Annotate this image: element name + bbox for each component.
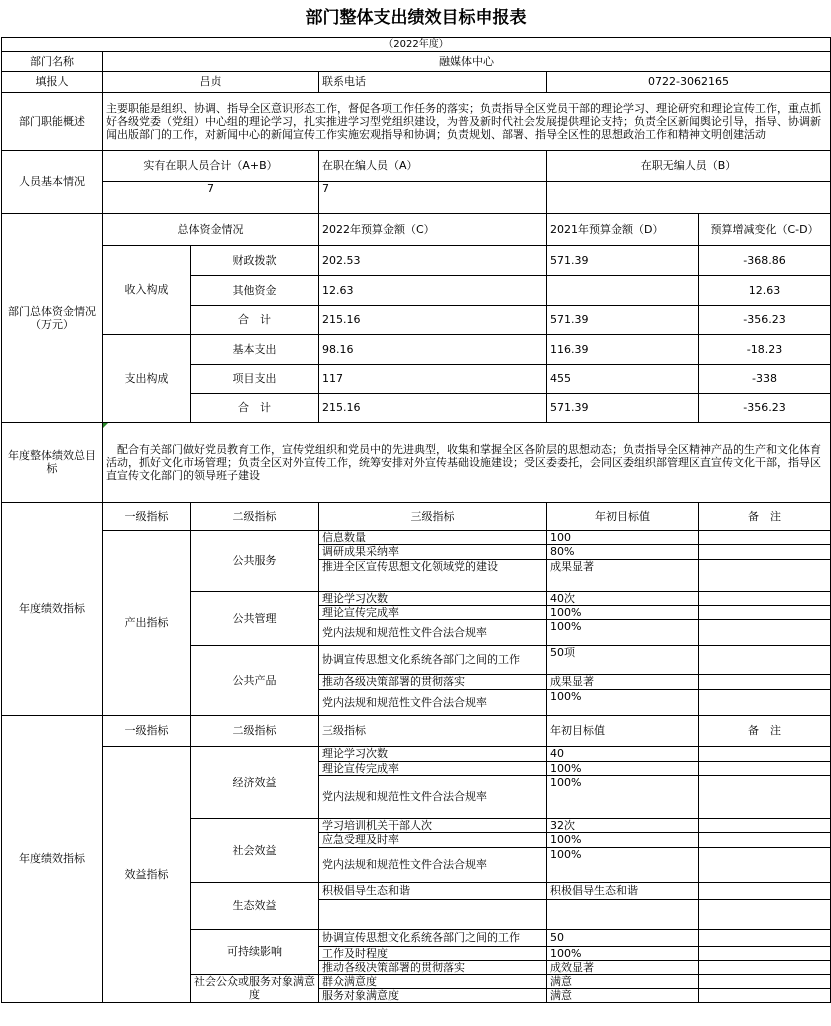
kpi2-label: 年度绩效指标 bbox=[2, 715, 103, 1002]
kpi2-h4: 年初目标值 bbox=[547, 715, 699, 746]
kpi2-item-note bbox=[699, 960, 831, 974]
kpi1-item-note bbox=[699, 605, 831, 619]
income-row-c: 202.53 bbox=[319, 245, 547, 275]
kpi2-h5: 备 注 bbox=[699, 715, 831, 746]
income-row-d: 571.39 bbox=[547, 305, 699, 334]
expense-row-name: 合 计 bbox=[191, 393, 319, 422]
performance-form-table bbox=[1, 0, 831, 1003]
kpi1-item-name: 推动各级决策部署的贯彻落实 bbox=[319, 674, 547, 689]
income-row-c: 215.16 bbox=[319, 305, 547, 334]
kpi2-item-name: 应急受理及时率 bbox=[319, 832, 547, 847]
contact-label: 联系电话 bbox=[319, 71, 547, 92]
goal-label: 年度整体绩效总目标 bbox=[2, 422, 103, 502]
kpi2-group: 经济效益 bbox=[191, 746, 319, 818]
kpi1-item-note bbox=[699, 544, 831, 559]
kpi2-group: 社会公众或服务对象满意度 bbox=[191, 974, 319, 1002]
expense-row-d: 116.39 bbox=[547, 334, 699, 364]
form-title: 部门整体支出绩效目标申报表 bbox=[2, 0, 831, 37]
income-row-name: 其他资金 bbox=[191, 275, 319, 305]
kpi2-item-target: 满意 bbox=[547, 974, 699, 988]
contact-value: 0722-3062165 bbox=[547, 71, 831, 92]
kpi1-item-target: 100% bbox=[547, 689, 699, 715]
expense-label: 支出构成 bbox=[103, 334, 191, 422]
kpi2-item-name: 协调宣传思想文化系统各部门之间的工作 bbox=[319, 929, 547, 946]
staff-a-header: 在职在编人员（A） bbox=[319, 150, 547, 181]
kpi2-h2: 二级指标 bbox=[191, 715, 319, 746]
kpi1-h2: 二级指标 bbox=[191, 502, 319, 530]
form-year: （2022年度） bbox=[2, 37, 831, 51]
kpi2-item-note bbox=[699, 832, 831, 847]
expense-row-cd: -18.23 bbox=[699, 334, 831, 364]
kpi1-group: 公共服务 bbox=[191, 530, 319, 591]
dept-name-label: 部门名称 bbox=[2, 51, 103, 71]
funds-cd-header: 预算增减变化（C-D） bbox=[699, 213, 831, 245]
kpi1-h4: 年初目标值 bbox=[547, 502, 699, 530]
staff-label: 人员基本情况 bbox=[2, 150, 103, 213]
kpi2-item-name: 党内法规和规范性文件合法合规率 bbox=[319, 775, 547, 818]
kpi1-item-name: 推进全区宣传思想文化领域党的建设 bbox=[319, 559, 547, 591]
income-row-cd: -356.23 bbox=[699, 305, 831, 334]
goal-text: 配合有关部门做好党员教育工作，宣传党组织和党员中的先进典型，收集和掌握全区各阶层的思想动态；负责指导全区精神产品的生产和文化体育活动，抓好文化市场管理；负责全区对外宣传工作，统筹安排对外宣传基础设施建设；受区委委托，会同区委组织部管理区直宣传文化干部，指导区直宣传文化部门的领导班子建设 bbox=[103, 422, 831, 502]
staff-a-value: 7 bbox=[319, 181, 547, 213]
income-row-cd: -368.86 bbox=[699, 245, 831, 275]
kpi2-item-note bbox=[699, 847, 831, 882]
kpi2-item-target: 满意 bbox=[547, 988, 699, 1002]
kpi2-item-note bbox=[699, 746, 831, 761]
kpi2-item-name: 推动各级决策部署的贯彻落实 bbox=[319, 960, 547, 974]
kpi2-item-target: 100% bbox=[547, 832, 699, 847]
income-row-cd: 12.63 bbox=[699, 275, 831, 305]
kpi1-level1: 产出指标 bbox=[103, 530, 191, 715]
income-row-name: 合 计 bbox=[191, 305, 319, 334]
duty-text: 主要职能是组织、协调、指导全区意识形态工作，督促各项工作任务的落实；负责指导全区党员干部的理论学习、理论研究和理论宣传工作，重点抓好各级党委（党组）中心组的理论学习，扎实推进学习型党组织建设，为普及新时代社会发展提供理论支持；负责全区新闻舆论引导，指导、协调新闻出版部门的工作，对新闻中心的新闻宣传工作实施宏观指导和协调；负责规划、部署、指导全区性的思想政治工作和精神文明创建活动 bbox=[103, 92, 831, 150]
kpi2-item-name: 服务对象满意度 bbox=[319, 988, 547, 1002]
expense-row-d: 571.39 bbox=[547, 393, 699, 422]
kpi1-item-name: 党内法规和规范性文件合法合规率 bbox=[319, 619, 547, 645]
kpi1-h1: 一级指标 bbox=[103, 502, 191, 530]
kpi1-item-note bbox=[699, 674, 831, 689]
staff-b-header: 在职无编人员（B） bbox=[547, 150, 831, 181]
kpi1-item-note bbox=[699, 591, 831, 605]
kpi2-item-note bbox=[699, 929, 831, 946]
kpi2-item-note bbox=[699, 946, 831, 960]
kpi2-item-target: 成效显著 bbox=[547, 960, 699, 974]
expense-row-d: 455 bbox=[547, 364, 699, 393]
kpi1-item-target: 50项 bbox=[547, 645, 699, 674]
kpi2-item-name: 积极倡导生态和谐 bbox=[319, 882, 547, 899]
kpi1-h3: 三级指标 bbox=[319, 502, 547, 530]
kpi2-item-target bbox=[547, 899, 699, 929]
kpi1-item-note bbox=[699, 530, 831, 544]
kpi2-item-name: 理论宣传完成率 bbox=[319, 761, 547, 775]
kpi2-item-note bbox=[699, 974, 831, 988]
kpi2-group: 社会效益 bbox=[191, 818, 319, 882]
kpi2-item-note bbox=[699, 761, 831, 775]
kpi1-item-note bbox=[699, 645, 831, 674]
kpi1-item-target: 成果显著 bbox=[547, 559, 699, 591]
kpi2-item-name: 学习培训机关干部人次 bbox=[319, 818, 547, 832]
kpi2-group: 可持续影响 bbox=[191, 929, 319, 974]
kpi1-item-target: 100% bbox=[547, 605, 699, 619]
kpi2-h3: 三级指标 bbox=[319, 715, 547, 746]
kpi2-item-target: 100% bbox=[547, 847, 699, 882]
kpi2-item-target: 100% bbox=[547, 761, 699, 775]
staff-total-value: 7 bbox=[103, 181, 319, 213]
expense-row-cd: -338 bbox=[699, 364, 831, 393]
kpi1-item-target: 成果显著 bbox=[547, 674, 699, 689]
kpi1-item-target: 80% bbox=[547, 544, 699, 559]
kpi1-item-note bbox=[699, 559, 831, 591]
income-row-d bbox=[547, 275, 699, 305]
kpi2-item-target: 50 bbox=[547, 929, 699, 946]
funds-d-header: 2021年预算金额（D） bbox=[547, 213, 699, 245]
kpi1-group: 公共管理 bbox=[191, 591, 319, 645]
kpi2-item-note bbox=[699, 775, 831, 818]
kpi2-item-target: 100% bbox=[547, 946, 699, 960]
kpi1-item-name: 信息数量 bbox=[319, 530, 547, 544]
expense-row-c: 117 bbox=[319, 364, 547, 393]
kpi1-item-note bbox=[699, 689, 831, 715]
expense-row-cd: -356.23 bbox=[699, 393, 831, 422]
kpi2-item-name: 工作及时程度 bbox=[319, 946, 547, 960]
kpi2-item-note bbox=[699, 818, 831, 832]
expense-row-c: 215.16 bbox=[319, 393, 547, 422]
kpi1-item-name: 调研成果采纳率 bbox=[319, 544, 547, 559]
kpi2-level1: 效益指标 bbox=[103, 746, 191, 1002]
kpi1-label: 年度绩效指标 bbox=[2, 502, 103, 715]
kpi1-item-name: 理论宣传完成率 bbox=[319, 605, 547, 619]
kpi1-item-target: 40次 bbox=[547, 591, 699, 605]
duty-label: 部门职能概述 bbox=[2, 92, 103, 150]
kpi1-item-note bbox=[699, 619, 831, 645]
funds-overall-header: 总体资金情况 bbox=[103, 213, 319, 245]
kpi2-item-name: 党内法规和规范性文件合法合规率 bbox=[319, 847, 547, 882]
kpi1-item-target: 100% bbox=[547, 619, 699, 645]
dept-name-value: 融媒体中心 bbox=[103, 51, 831, 71]
expense-row-c: 98.16 bbox=[319, 334, 547, 364]
staff-b-value bbox=[547, 181, 831, 213]
expense-row-name: 项目支出 bbox=[191, 364, 319, 393]
kpi1-item-name: 党内法规和规范性文件合法合规率 bbox=[319, 689, 547, 715]
kpi1-item-name: 理论学习次数 bbox=[319, 591, 547, 605]
kpi2-item-name bbox=[319, 899, 547, 929]
filler-label: 填报人 bbox=[2, 71, 103, 92]
kpi2-h1: 一级指标 bbox=[103, 715, 191, 746]
filler-name: 吕贞 bbox=[103, 71, 319, 92]
funds-label: 部门总体资金情况（万元） bbox=[2, 213, 103, 422]
kpi2-item-target: 40 bbox=[547, 746, 699, 761]
income-label: 收入构成 bbox=[103, 245, 191, 334]
income-row-name: 财政拨款 bbox=[191, 245, 319, 275]
income-row-d: 571.39 bbox=[547, 245, 699, 275]
kpi1-item-target: 100 bbox=[547, 530, 699, 544]
income-row-c: 12.63 bbox=[319, 275, 547, 305]
expense-row-name: 基本支出 bbox=[191, 334, 319, 364]
kpi1-group: 公共产品 bbox=[191, 645, 319, 715]
kpi2-item-name: 理论学习次数 bbox=[319, 746, 547, 761]
kpi2-item-note bbox=[699, 882, 831, 899]
kpi1-item-name: 协调宣传思想文化系统各部门之间的工作 bbox=[319, 645, 547, 674]
kpi2-group: 生态效益 bbox=[191, 882, 319, 929]
kpi2-item-note bbox=[699, 988, 831, 1002]
kpi2-item-target: 32次 bbox=[547, 818, 699, 832]
kpi1-h5: 备 注 bbox=[699, 502, 831, 530]
kpi2-item-note bbox=[699, 899, 831, 929]
kpi2-item-name: 群众满意度 bbox=[319, 974, 547, 988]
kpi2-item-target: 100% bbox=[547, 775, 699, 818]
staff-total-header: 实有在职人员合计（A+B） bbox=[103, 150, 319, 181]
funds-c-header: 2022年预算金额（C） bbox=[319, 213, 547, 245]
kpi2-item-target: 积极倡导生态和谐 bbox=[547, 882, 699, 899]
